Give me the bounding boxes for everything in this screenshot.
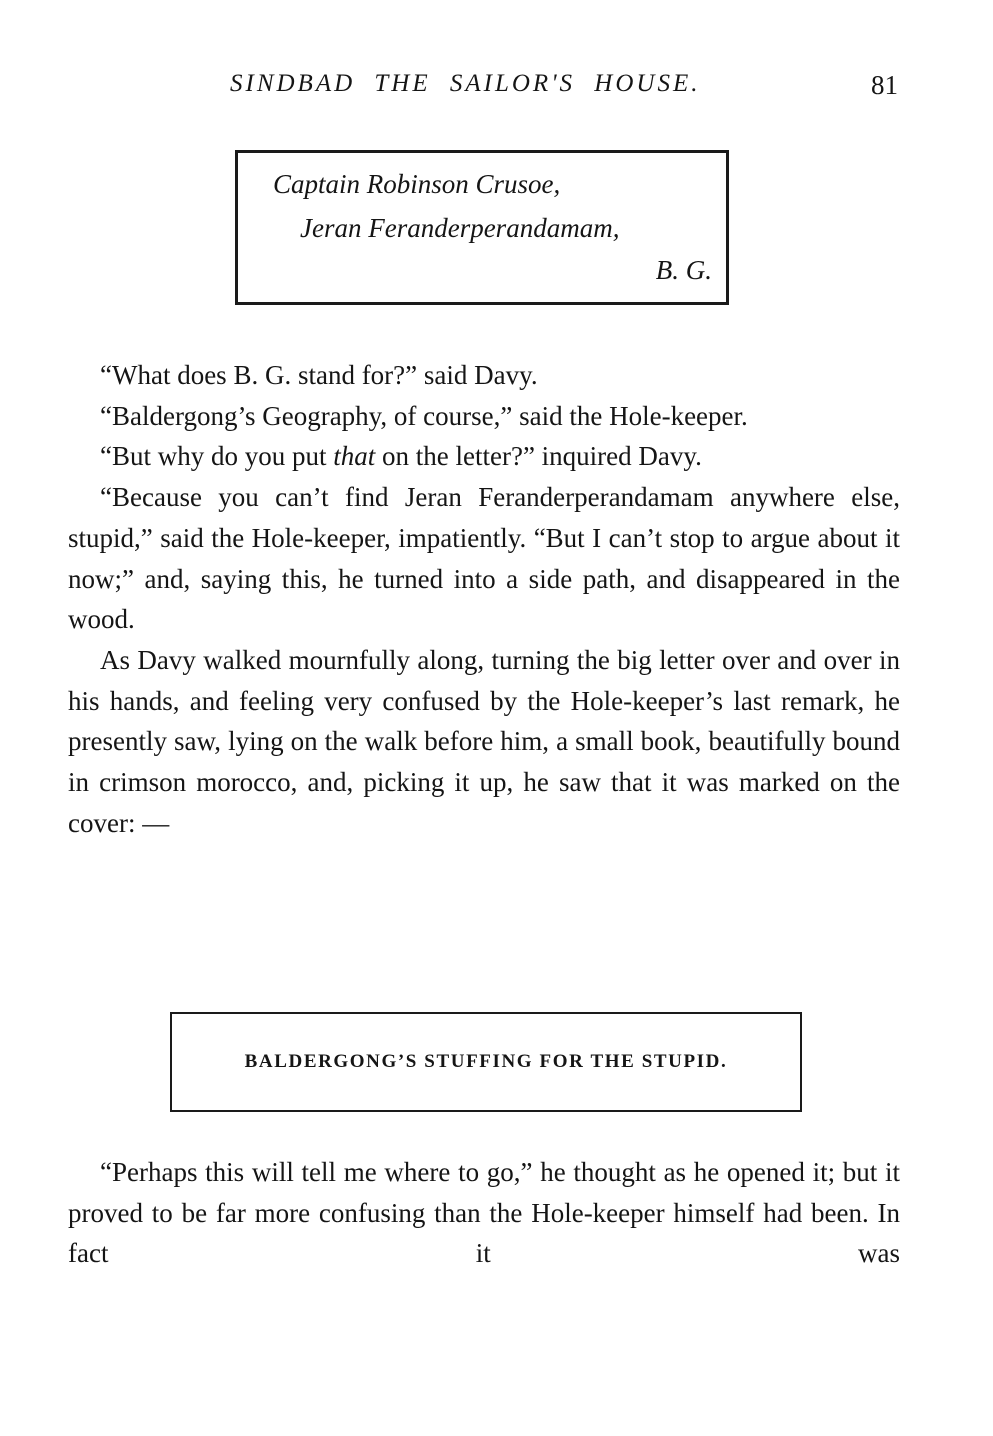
book-title-box <box>170 1012 802 1112</box>
running-title: SINDBAD THE SAILOR'S HOUSE. <box>230 70 701 97</box>
paragraph-2: “Baldergong’s Geography, of course,” said the Hole-keeper. <box>100 400 748 431</box>
page-header <box>68 64 900 104</box>
address-line-name: Captain Robinson Crusoe, <box>273 169 561 199</box>
address-line-region: B. G. <box>655 255 712 285</box>
paragraph-5: As Davy walked mournfully along, turning the big letter over and over in his hands, and feeling very confused by the Hole-keeper’s last remark, he presently saw, lying on the walk before him, a small book, beautifully bound in crimson morocco, and, picking it up, he saw that it was marked on the cover: — <box>68 644 900 838</box>
paragraph-6: “Perhaps this will tell me where to go,” he thought as he opened it; but it proved to be far more confusing than the Hole-keeper himself had been. In fact it was <box>68 1157 900 1269</box>
paragraph-1: “What does B. G. stand for?” said Davy. <box>100 360 538 390</box>
continued-text <box>68 1152 900 1274</box>
main-text <box>68 355 900 843</box>
paragraph-3-emphasis: that <box>333 441 376 472</box>
address-line-place: Jeran Feranderperandamam, <box>300 213 620 243</box>
paragraph-3-start: “But why do you put <box>100 441 334 472</box>
paragraph-4: “Because you can’t find Jeran Feranderperandamam anywhere else, stupid,” said the Hole-keeper, impatiently. “But I can’t stop to argue about it now;” and, saying this, he turned into a side path, and disappeared in the wood. <box>68 482 900 635</box>
book-title: BALDERGONG’S STUFFING FOR THE STUPID. <box>244 1051 728 1072</box>
address-box <box>235 150 729 305</box>
paragraph-3-end: on the letter?” inquired Davy. <box>375 441 702 472</box>
page-number: 81 <box>871 70 898 100</box>
paragraph-3 <box>68 436 900 477</box>
